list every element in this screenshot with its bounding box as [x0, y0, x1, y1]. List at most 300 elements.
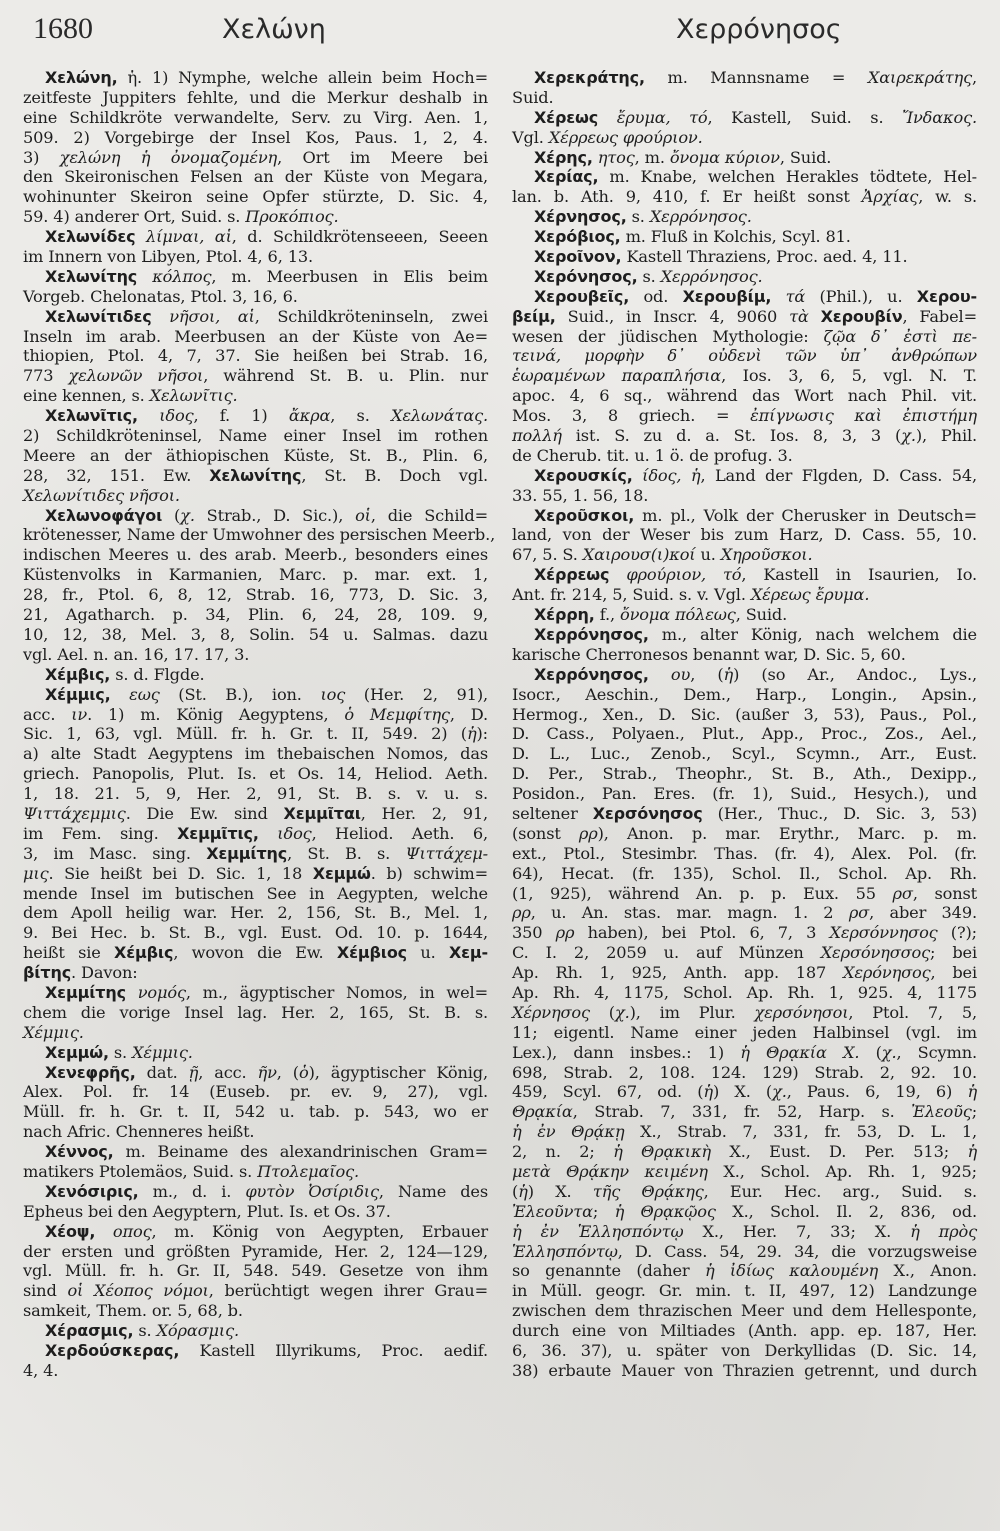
greek-phrase: ἄκρα — [288, 406, 331, 426]
greek-phrase: ητος — [597, 147, 635, 167]
entry-text — [809, 307, 821, 326]
entry-text: , D. — [449, 704, 488, 724]
entry-line — [512, 1301, 977, 1321]
entry-start-line — [512, 625, 977, 645]
entry-text: den Skeironischen Felsen an der Küste von Megara, — [23, 167, 488, 187]
greek-phrase: ἡ ἐν Θρᾴκῃ — [512, 1122, 625, 1142]
greek-phrase: ἡ — [518, 1181, 528, 1201]
entry-line — [512, 1261, 977, 1281]
entry-text: Posidon., Pan. Eres. (fr. 1), Suid., Hesych.), und — [512, 784, 977, 804]
entry-line — [23, 366, 488, 386]
entry-text: (sonst — [512, 823, 579, 843]
entry-text — [138, 406, 159, 425]
entry-start-line — [23, 685, 488, 705]
entry-line — [512, 963, 977, 983]
entry-line — [23, 1023, 488, 1043]
entry-text: s. — [626, 207, 650, 227]
entry-line — [23, 585, 488, 605]
entry-text: Sic. 1, 63, vgl. Müll. fr. h. Gr. t. II, 549. 2) ( — [23, 724, 467, 744]
entry-line — [23, 88, 488, 108]
entry-text: , m. König von Aegypten, Erbauer — [151, 1221, 488, 1241]
entry-text: land, von der Weser bis zum Harz, D. Cass. 55, 10. — [512, 525, 977, 545]
entry-text: lan. b. Ath. 9, 410, f. Er heißt sonst — [512, 187, 862, 207]
greek-phrase: Προκόπιος. — [245, 207, 339, 227]
entry-text: , wovon die Ew. — [173, 943, 337, 963]
entry-start-line — [512, 287, 977, 307]
entry-text: Ap. Rh. 1, 925, Anth. app. 187 — [512, 963, 843, 983]
greek-phrase: Ἴνδακος. — [902, 107, 977, 127]
entry-text: (Her. 2, 91), — [345, 684, 488, 704]
greek-phrase: φυτὸν Ὀσίριδις — [245, 1181, 379, 1201]
entry-line — [512, 1162, 977, 1182]
entry-text: zwischen dem thrazischen Meer und dem Hellesponte, — [512, 1301, 977, 1321]
entry-line — [512, 884, 977, 904]
entry-text: , Name des — [378, 1181, 489, 1201]
entry-text: Küstenvolks in Karmanien, Marc. p. mar. ext. 1, — [23, 565, 488, 585]
headword: Χελωνίτης — [45, 266, 138, 286]
headword: Χελωνίτιδες — [45, 306, 152, 326]
entry-text: , Suid. — [735, 605, 788, 625]
greek-phrase: Χέμμις. — [132, 1042, 193, 1062]
entry-text — [137, 267, 152, 286]
entry-text: , f. 1) — [193, 406, 289, 426]
greek-phrase: ζῷα δ᾽ ἐστὶ πε- — [823, 326, 977, 346]
headword: Χερσόνησος — [592, 803, 703, 823]
entry-text: ἡ. 1) Nymphe, welche allein beim Hoch= — [117, 68, 488, 87]
entry-text: haben), bei Ptol. 6, 7, 3 — [574, 923, 830, 943]
entry-text: . Sie heißt bei D. Sic. 1, 18 — [48, 863, 313, 883]
entry-text: 33. 55, 1. 56, 18. — [512, 485, 649, 505]
greek-phrase: ρρ — [512, 903, 531, 923]
entry-text: , w. s. — [918, 187, 977, 207]
entry-line — [23, 287, 488, 307]
greek-phrase: ιν — [71, 704, 88, 724]
greek-phrase: Χέρεως ἔρυμα. — [750, 585, 870, 605]
greek-phrase: ἡ — [466, 724, 477, 744]
entry-text: 3, im Masc. sing. — [23, 843, 207, 863]
entry-text: . Davon: — [71, 963, 138, 983]
entry-line — [23, 486, 488, 506]
greek-phrase: Χερρόνησος. — [660, 266, 763, 286]
entry-text: thiopien, Ptol. 4, 7, 37. Sie heißen bei Strab. 16, — [23, 346, 488, 366]
entry-text: m., alter König, nach welchem die — [648, 624, 977, 644]
entry-start-line — [512, 167, 977, 187]
entry-text: 10, 12, 38, Mel. 3, 8, Solin. 54 u. Salmas. dazu — [23, 624, 488, 644]
greek-phrase: ἡ — [967, 1142, 977, 1162]
entry-line — [512, 645, 977, 665]
entry-text: ( — [162, 505, 181, 525]
greek-phrase: οἱ — [355, 505, 371, 525]
entry-line — [23, 386, 488, 406]
entry-start-line — [23, 1043, 488, 1063]
entry-text: 9. Bei Hec. b. St. B., vgl. Eust. Od. 10. p. 1644, — [23, 923, 488, 943]
headword: Χέμβιος — [336, 943, 408, 963]
headword: Χενεφρῆς, — [45, 1062, 136, 1082]
entry-text: ) (so Ar., Andoc., Lys., — [733, 664, 977, 684]
entry-text: griech. Panopolis, Plut. Is. et Os. 14, Heliod. Aeth. — [23, 764, 488, 784]
entry-start-line — [512, 227, 977, 247]
entry-line — [512, 585, 977, 605]
entry-line — [23, 1301, 488, 1321]
entry-text: ( — [859, 1042, 882, 1062]
entry-line — [23, 744, 488, 764]
headword: Χερίας, — [534, 167, 599, 187]
greek-phrase: ἡ Θρᾳκία Χ. — [740, 1042, 860, 1062]
entry-text: , Fabel= — [902, 306, 977, 326]
entry-line — [512, 426, 977, 446]
headword: Χέμβις, — [45, 664, 111, 684]
entry-line — [512, 88, 977, 108]
entry-line — [23, 327, 488, 347]
greek-phrase: Χελωνάτας. — [390, 406, 489, 426]
entry-text: , D. Cass. 54, 29. 34, die vorzugsweise — [617, 1241, 977, 1261]
entry-text — [152, 307, 170, 326]
greek-phrase: Ψιττάχεμ- — [405, 843, 488, 863]
entry-line — [512, 1242, 977, 1262]
entry-line — [23, 187, 488, 207]
headword: Χελωνίτης — [209, 465, 302, 485]
entry-text: ), ägyptischer König, — [308, 1062, 488, 1082]
greek-phrase: ῇ — [188, 1062, 199, 1082]
entry-text: dat. — [135, 1062, 189, 1082]
entry-text — [259, 824, 277, 843]
entry-text: samkeit, Them. or. 5, 68, b. — [23, 1301, 243, 1321]
entry-line — [512, 327, 977, 347]
headword: Χερόβιος, — [534, 227, 621, 247]
entry-text: 21, Agatharch. p. 34, Plin. 6, 24, 28, 109. 9, — [23, 605, 488, 625]
headword: Χελωνῖτις, — [45, 406, 138, 426]
entry-text: , m. Meerbusen in Elis beim — [211, 266, 488, 286]
entry-line — [23, 545, 488, 565]
entry-text: (Her., Thuc., D. Sic. 3, 53) — [702, 803, 977, 823]
entry-text: , aber 349. — [869, 903, 977, 923]
greek-phrase: ῆν — [257, 1062, 277, 1082]
entry-text: od. — [629, 286, 683, 306]
greek-phrase: ὄνομα πόλεως — [619, 605, 736, 625]
greek-phrase: κόλπος — [152, 266, 212, 286]
entry-line — [512, 1281, 977, 1301]
entry-start-line — [23, 406, 488, 426]
entry-start-line — [23, 1142, 488, 1162]
greek-phrase: Χερσόννησος — [829, 923, 938, 943]
headword: Χεμμίτης — [45, 982, 126, 1002]
entry-line — [512, 943, 977, 963]
greek-phrase: Ἐλεοῦντα — [512, 1201, 593, 1221]
entry-text: in Müll. geogr. Gr. min. t. II, 497, 12) Landzunge — [512, 1281, 977, 1301]
entry-line — [23, 963, 488, 983]
entry-line — [23, 625, 488, 645]
entry-text: m. Knabe, welchen Herakles tödtete, Hel- — [598, 167, 977, 187]
entry-line — [23, 1122, 488, 1142]
entry-text: eine kennen, s. — [23, 386, 150, 406]
entry-text: ext., Ptol., Stesimbr. Thas. (fr. 4), Alex. Pol. (fr. — [512, 843, 977, 863]
entry-line — [23, 1361, 488, 1381]
entry-text: X., Schol. Ap. Rh. 1, 925; — [707, 1161, 977, 1181]
entry-text: m. Fluß in Kolchis, Scyl. 81. — [620, 227, 851, 247]
entry-text: 459, Scyl. 67, od. ( — [512, 1082, 704, 1102]
greek-phrase: ἡ Θρᾳκικὴ — [613, 1142, 711, 1162]
entry-text: Mos. 3, 8 griech. = — [512, 406, 751, 426]
entry-line — [23, 148, 488, 168]
entry-line — [512, 824, 977, 844]
headword: Χέμβις — [114, 943, 174, 963]
entry-text: Kastell Illyrikums, Proc. aedif. — [179, 1341, 488, 1360]
entry-text: chem die vorige Insel lag. Her. 2, 165, St. B. s. — [23, 1002, 488, 1022]
entry-text: ), Phil. — [915, 426, 977, 446]
greek-phrase: τῆς Θρᾴκης — [592, 1181, 704, 1201]
entry-text: wesen der jüdischen Mythologie: — [512, 326, 824, 346]
entry-text: m., d. i. — [138, 1181, 246, 1201]
headword: βίτης — [23, 963, 72, 983]
entry-text: ) X. ( — [712, 1082, 773, 1102]
entry-text: , m. — [634, 147, 670, 167]
entry-text — [135, 227, 146, 246]
greek-phrase: ἡ — [703, 1082, 713, 1102]
entry-text: ; — [971, 1102, 977, 1122]
left-column — [23, 68, 496, 1381]
entry-line — [23, 804, 488, 824]
entry-text: , Ios. 3, 6, 5, vgl. N. T. — [721, 366, 977, 386]
greek-phrase: μετὰ Θρᾴκην κειμένη — [512, 1161, 708, 1181]
headword: Χεμμῖτις, — [177, 823, 259, 843]
entry-text: so genannte (daher — [512, 1261, 705, 1281]
greek-phrase: ὁ — [298, 1062, 309, 1082]
running-head-right: Χερρόνησος — [676, 14, 842, 45]
entry-text: apoc. 4, 6 sq., während das Wort nach Phil. vit. — [512, 386, 977, 406]
entry-start-line — [512, 506, 977, 526]
entry-line — [512, 864, 977, 884]
greek-phrase: ἡ πρὸς — [910, 1221, 977, 1241]
greek-phrase: ἑωραμένων παραπλήσια — [512, 366, 722, 386]
entry-start-line — [23, 506, 488, 526]
entry-line — [512, 1082, 977, 1102]
entry-text: , die Schild= — [370, 505, 489, 525]
entry-text: Vorgeb. Chelonatas, Ptol. 3, 16, 6. — [23, 286, 298, 306]
entry-text: krötenesser, Name der Umwohner des persischen Meerb., — [23, 525, 496, 545]
entry-start-line — [512, 68, 977, 88]
entry-line — [512, 724, 977, 744]
entry-text: , Paus. 6, 19, 6) — [786, 1082, 968, 1102]
greek-phrase: τὰ — [789, 306, 809, 326]
entry-line — [23, 943, 488, 963]
entry-text — [126, 983, 138, 1002]
headword: Χεμμώ — [312, 863, 371, 883]
entry-text: 4, 4. — [23, 1360, 59, 1380]
entry-text: 28, 32, 151. Ew. — [23, 465, 210, 485]
entry-text: 11; eigentl. Name einer jeden Halbinsel (vgl. im — [512, 1022, 977, 1042]
entry-line — [23, 1202, 488, 1222]
entry-line — [512, 1102, 977, 1122]
entry-text: vgl. Müll. fr. h. Gr. II, 548. 549. Gesetze von ihm — [23, 1261, 488, 1281]
entry-text: Ap. Rh. 4, 1175, Schol. Ap. Rh. 1, 925. 4, 1175 — [512, 982, 977, 1002]
entry-text: , s. — [330, 406, 391, 426]
entry-text: . b) schwim= — [370, 863, 489, 883]
headword: Χερουβίν — [820, 306, 903, 326]
entry-text: , sonst — [912, 883, 977, 903]
greek-phrase: χ. — [614, 1002, 630, 1022]
headword: Χέοψ, — [45, 1221, 96, 1241]
headword: Χεροῦσκοι, — [534, 505, 635, 525]
entry-text: , ( — [690, 664, 724, 684]
headword: Χεροῖνον, — [534, 247, 622, 267]
entry-start-line — [512, 665, 977, 685]
headword: Χερρόνησος, — [534, 664, 649, 684]
entry-text: s. d. Flgde. — [110, 664, 205, 684]
greek-phrase: Θρᾳκία — [512, 1102, 573, 1122]
entry-text: Strab., D. Sic.), — [194, 505, 356, 525]
greek-phrase: Χηροῦσκοι. — [720, 545, 813, 565]
headword: Χέρρεως — [534, 565, 610, 585]
entry-text: m. Beiname des alexandrinischen Gram= — [113, 1142, 488, 1162]
headword: Χερόνησος, — [534, 266, 638, 286]
headword: Χέρασμις, — [45, 1321, 134, 1341]
entry-text: durch eine von Miltiades (Anth. app. ep. 187, Her. — [512, 1321, 977, 1341]
entry-text: ( — [512, 1181, 519, 1201]
greek-phrase: ὄνομα κύριον — [669, 147, 780, 167]
greek-phrase: Χαιρουσ(ι)κοί — [582, 545, 696, 565]
entry-text: 773 — [23, 366, 69, 386]
entry-text: , Ptol. 7, 5, — [848, 1002, 977, 1022]
greek-phrase: χ. — [772, 1082, 787, 1102]
entry-text: Kastell Thraziens, Proc. aed. 4, 11. — [621, 247, 908, 267]
entry-line — [23, 207, 488, 227]
entry-text: Inseln im arab. Meerbusen an der Küste von Ae= — [23, 326, 488, 346]
entry-start-line — [23, 983, 488, 1003]
entry-start-line — [23, 1182, 488, 1202]
greek-phrase: τά — [785, 286, 806, 306]
entry-line — [23, 1162, 488, 1182]
greek-phrase: Ψιττάχεμμις — [23, 803, 126, 823]
entry-text: ), Anon. p. mar. Erythr., Marc. p. m. — [597, 823, 977, 843]
entry-line — [23, 128, 488, 148]
entry-text: . 1) m. König Aegyptens, — [87, 704, 345, 724]
entry-start-line — [512, 267, 977, 287]
entry-text: , d. Schildkrötenseeen, Seeen — [231, 227, 488, 247]
entry-text: , Kastell in Isaurien, Io. — [741, 565, 977, 585]
entry-start-line — [23, 267, 488, 287]
greek-phrase: ὁ Μεμφίτης — [344, 704, 450, 724]
entry-text: dem Apoll heilig war. Her. 2, 156, St. B., Mel. 1, — [23, 903, 488, 923]
entry-text: ): — [476, 724, 488, 744]
entry-line — [512, 705, 977, 725]
greek-phrase: Χέρρεως φρούριον. — [548, 127, 703, 147]
entry-line — [23, 1082, 488, 1102]
entry-text — [598, 108, 617, 127]
entry-start-line — [512, 108, 977, 128]
entry-text: 59. 4) anderer Ort, Suid. s. — [23, 207, 246, 227]
greek-phrase: ρρ — [578, 823, 598, 843]
entry-start-line — [512, 605, 977, 625]
entry-line — [512, 784, 977, 804]
entry-line — [23, 1102, 488, 1122]
entry-line — [512, 983, 977, 1003]
greek-phrase: ἡ ἰδίως καλουμένη — [704, 1261, 879, 1281]
entry-line — [512, 525, 977, 545]
entry-text: (Phil.), u. — [805, 286, 917, 306]
entry-text: matikers Ptolemäos, Suid. s. — [23, 1161, 258, 1181]
greek-phrase: χελωνῶν νῆσοι — [68, 366, 204, 386]
greek-phrase: ου — [670, 664, 691, 684]
entry-line — [512, 545, 977, 565]
entry-text: , Strab. 7, 331, fr. 52, Harp. s. — [572, 1102, 912, 1122]
entry-text: 2) Schildkröteninsel, Name einer Insel im rothen — [23, 426, 488, 446]
entry-text: , St. B. Doch vgl. — [301, 465, 488, 485]
headword: Χερουσκίς, — [534, 465, 633, 485]
entry-text: , Eur. Hec. arg., Suid. s. — [703, 1181, 978, 1201]
entry-text — [95, 1222, 113, 1241]
page-number: 1680 — [33, 12, 93, 45]
entry-line — [23, 884, 488, 904]
entry-text: ) X. — [527, 1181, 593, 1201]
entry-line — [23, 724, 488, 744]
entry-text: , Heliod. Aeth. 6, — [311, 823, 488, 843]
entry-line — [23, 466, 488, 486]
running-head-left: Χελώνη — [222, 14, 326, 45]
entry-text: (?); — [937, 923, 977, 943]
entry-text: eine Schildkröte verwandelte, Serv. zu Virg. Aen. 1, — [23, 107, 488, 127]
headword: βείμ, — [512, 306, 556, 326]
entry-text: Alex. Pol. fr. 14 (Euseb. pr. ev. 9, 27), vgl. — [23, 1082, 488, 1102]
entry-line — [23, 645, 488, 665]
headword: Χέμμις, — [45, 684, 111, 704]
entry-line — [23, 426, 488, 446]
entry-text — [771, 287, 785, 306]
entry-line — [23, 864, 488, 884]
headword: Χελωνοφάγοι — [45, 505, 163, 525]
greek-phrase: χ. — [881, 1042, 897, 1062]
greek-phrase: μις — [23, 863, 49, 883]
entry-line — [512, 1202, 977, 1222]
entry-start-line — [23, 68, 488, 88]
entry-text: , Kastell, Suid. s. — [707, 107, 903, 127]
entry-line — [512, 1222, 977, 1242]
greek-phrase: χερσόνησοι — [754, 1002, 849, 1022]
greek-phrase: ἡ — [967, 1082, 977, 1102]
headword: Χερου- — [916, 286, 977, 306]
headword: Χέρνησος, — [534, 207, 627, 227]
entry-text: m. pl., Volk der Cherusker in Deutsch= — [634, 505, 977, 525]
entry-text: s. — [108, 1042, 133, 1062]
greek-phrase: εως — [129, 684, 160, 704]
entry-line — [23, 1281, 488, 1301]
entry-start-line — [23, 665, 488, 685]
entry-line — [512, 1063, 977, 1083]
headword: Χερεκράτης, — [534, 68, 645, 87]
entry-text: X., Strab. 7, 331, fr. 53, D. L. 1, — [624, 1122, 977, 1142]
entry-text: im Innern von Libyen, Ptol. 4, 6, 13. — [23, 247, 313, 267]
entry-line — [512, 844, 977, 864]
headword: Χέννος, — [45, 1142, 114, 1162]
entry-text: X., Her. 7, 33; X. — [683, 1221, 911, 1241]
entry-line — [512, 1361, 977, 1381]
greek-phrase: Χέμμις. — [23, 1022, 84, 1042]
entry-text: 1, 18. 21. 5, 9, Her. 2, 91, St. B. s. v. u. s. — [23, 784, 488, 804]
entry-line — [23, 923, 488, 943]
entry-text: Suid. — [512, 87, 554, 107]
entry-line — [512, 1142, 977, 1162]
headword: Χεμμίτης — [206, 843, 288, 863]
headword: Χερουβεῖς, — [534, 286, 630, 306]
entry-line — [512, 307, 977, 327]
entry-line — [23, 1261, 488, 1281]
entry-text: s. — [637, 266, 661, 286]
entry-start-line — [23, 227, 488, 247]
entry-line — [512, 804, 977, 824]
entry-line — [23, 108, 488, 128]
entry-text: u. — [695, 545, 721, 565]
entry-line — [512, 1182, 977, 1202]
greek-phrase: φρούριον, τό — [626, 565, 742, 585]
